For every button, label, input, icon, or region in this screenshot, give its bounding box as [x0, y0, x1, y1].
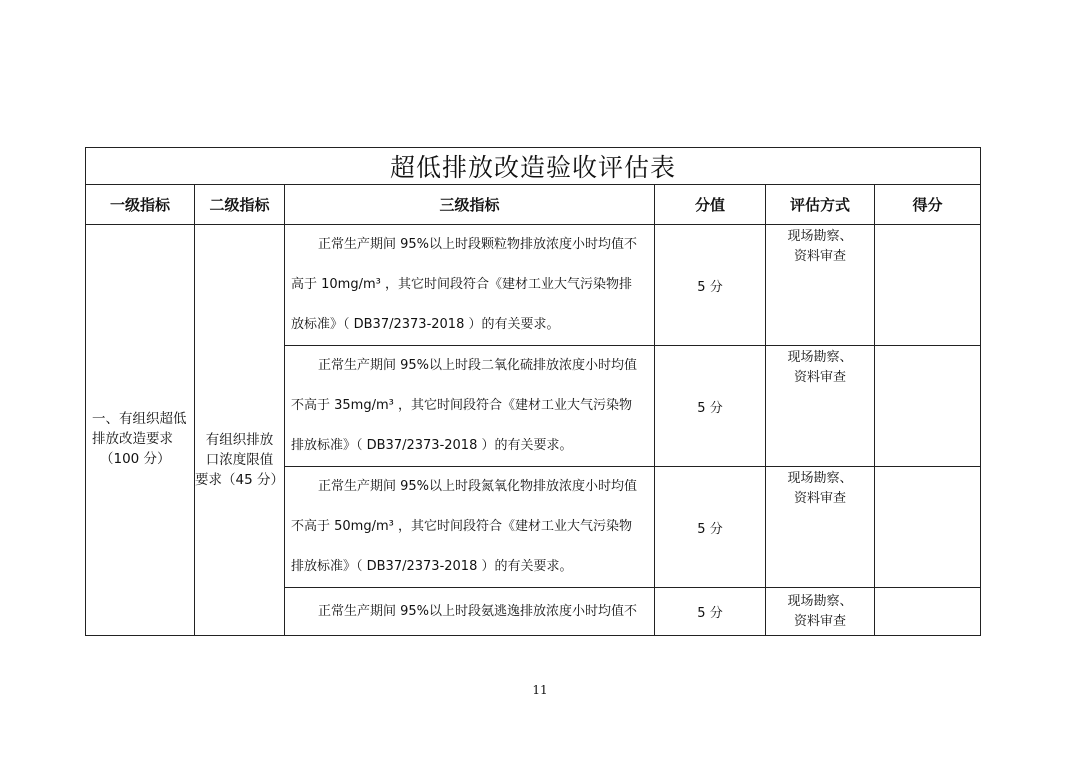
header-result: 得分 — [875, 185, 981, 225]
result-cell[interactable] — [875, 346, 981, 467]
result-cell[interactable] — [875, 225, 981, 346]
header-method: 评估方式 — [766, 185, 875, 225]
method-line: 资料审查 — [793, 249, 846, 264]
header-row — [86, 185, 981, 225]
score-cell: 5 分 — [655, 346, 766, 467]
result-cell[interactable] — [875, 467, 981, 588]
score-cell: 5 分 — [655, 588, 766, 636]
level1-line: 一、有组织超低 — [92, 411, 187, 427]
criterion-line: 排放标准》（ DB37/2373-2018 ）的有关要求。 — [291, 559, 573, 574]
method-line: 资料审查 — [793, 613, 846, 629]
criterion-line: 正常生产期间 95%以上时段二氧化硫排放浓度小时均值 — [318, 358, 638, 373]
method-line: 现场勘察、 — [787, 350, 853, 365]
method-line: 现场勘察、 — [787, 471, 853, 486]
table-title: 超低排放改造验收评估表 — [86, 148, 981, 185]
page-number: 11 — [532, 683, 548, 697]
level1-line: （100 分） — [100, 451, 171, 467]
criterion-line: 排放标准》（ DB37/2373-2018 ）的有关要求。 — [291, 438, 573, 453]
criterion-line: 不高于 50mg/m³ ，其它时间段符合《建材工业大气污染物 — [291, 519, 632, 534]
method-line: 资料审查 — [793, 370, 846, 385]
header-level1: 一级指标 — [86, 185, 195, 225]
criterion-line: 正常生产期间 95%以上时段氨逃逸排放浓度小时均值不 — [318, 603, 638, 619]
level1-indicator-cell — [86, 225, 195, 636]
method-line: 现场勘察、 — [787, 593, 853, 609]
method-cell — [766, 467, 875, 588]
criterion-line: 正常生产期间 95%以上时段颗粒物排放浓度小时均值不 — [318, 237, 638, 252]
header-level2: 二级指标 — [195, 185, 285, 225]
method-cell — [766, 225, 875, 346]
level2-line: 有组织排放 — [205, 432, 274, 448]
method-cell — [766, 588, 875, 636]
method-line: 资料审查 — [793, 491, 846, 506]
criterion-line: 高于 10mg/m³ ，其它时间段符合《建材工业大气污染物排 — [291, 277, 632, 292]
level2-indicator-cell — [195, 225, 285, 636]
level1-line: 排放改造要求 — [92, 431, 173, 447]
score-cell: 5 分 — [655, 225, 766, 346]
table-row — [86, 225, 981, 346]
header-level3: 三级指标 — [285, 185, 655, 225]
criterion-line: 正常生产期间 95%以上时段氮氧化物排放浓度小时均值 — [318, 479, 638, 494]
method-cell — [766, 346, 875, 467]
method-line: 现场勘察、 — [787, 229, 853, 244]
score-cell: 5 分 — [655, 467, 766, 588]
level2-line: 要求（45 分） — [195, 472, 284, 488]
criterion-line: 放标准》（ DB37/2373-2018 ）的有关要求。 — [291, 317, 560, 332]
criterion-cell — [285, 588, 655, 636]
level2-line: 口浓度限值 — [205, 452, 274, 468]
header-score: 分值 — [655, 185, 766, 225]
criterion-cell — [285, 467, 655, 588]
assessment-table — [85, 147, 981, 636]
result-cell[interactable] — [875, 588, 981, 636]
criterion-cell — [285, 346, 655, 467]
criterion-cell — [285, 225, 655, 346]
criterion-line: 不高于 35mg/m³ ，其它时间段符合《建材工业大气污染物 — [291, 398, 632, 413]
